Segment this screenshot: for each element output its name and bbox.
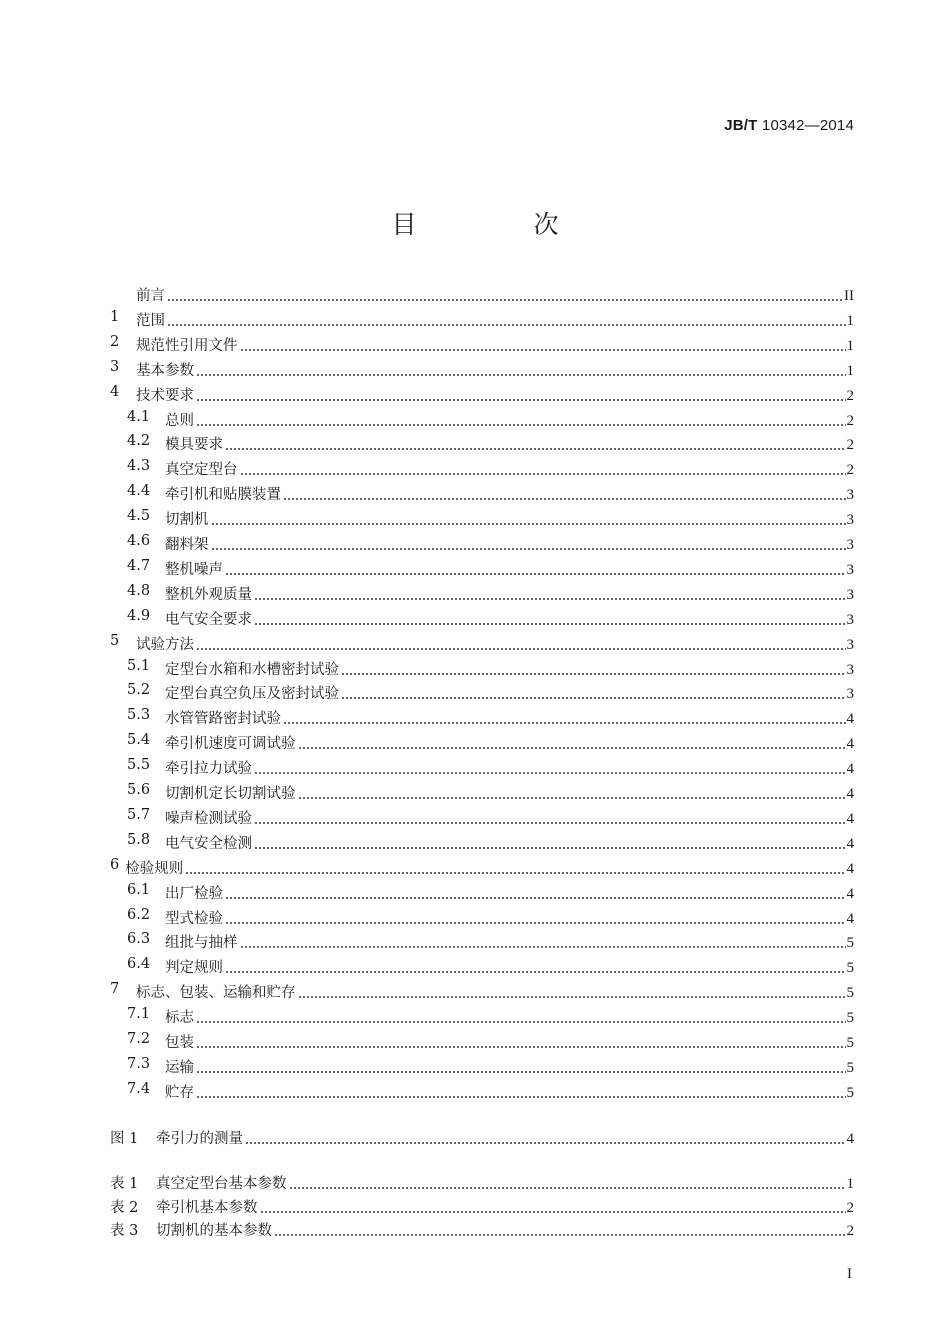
toc-entry[interactable] bbox=[127, 930, 854, 952]
table-entry-number: 表 2 bbox=[110, 1199, 139, 1216]
toc-entry-title: 试验方法 bbox=[136, 636, 194, 653]
toc-entry[interactable] bbox=[127, 657, 854, 679]
toc-entry-page: 3 bbox=[846, 512, 854, 529]
toc-entry-page: 5 bbox=[846, 1010, 854, 1027]
table-entry-label bbox=[110, 1172, 287, 1193]
table-entry-number: 表 3 bbox=[110, 1223, 139, 1239]
table-entry[interactable] bbox=[110, 1218, 854, 1240]
toc-entry-title: 牵引机速度可调试验 bbox=[165, 736, 296, 753]
toc-entry-page: 5 bbox=[846, 1059, 854, 1076]
toc-entry-number: 2 bbox=[110, 333, 120, 350]
toc-entry[interactable] bbox=[127, 607, 854, 629]
table-entry-title: 切割机的基本参数 bbox=[156, 1223, 272, 1239]
toc-entry-title: 贮存 bbox=[165, 1084, 194, 1101]
dot-leader bbox=[185, 872, 845, 874]
toc-entry-label bbox=[127, 508, 209, 529]
toc-entry-number: 4 bbox=[110, 383, 120, 400]
toc-entry[interactable] bbox=[127, 482, 854, 504]
toc-entry-number: 4.4 bbox=[127, 483, 151, 500]
toc-entry-page: 4 bbox=[846, 786, 854, 802]
table-entry-title: 真空定型台基本参数 bbox=[156, 1176, 287, 1192]
toc-entry[interactable] bbox=[127, 706, 854, 728]
toc-entry-label bbox=[127, 483, 281, 504]
dot-leader bbox=[225, 922, 846, 924]
toc-entry[interactable] bbox=[127, 955, 854, 977]
toc-entry-title: 切割机定长切割试验 bbox=[165, 786, 296, 802]
toc-entry-title: 总则 bbox=[165, 412, 194, 429]
toc-entry-label bbox=[127, 458, 238, 479]
dot-leader bbox=[254, 598, 846, 600]
toc-entry-number: 4.2 bbox=[127, 433, 151, 450]
toc-entry-number: 4.3 bbox=[127, 458, 151, 475]
dot-leader bbox=[254, 623, 846, 625]
toc-entry-number: 5.8 bbox=[127, 831, 151, 848]
table-entry-page: 2 bbox=[846, 1199, 854, 1216]
toc-entry-title: 定型台真空负压及密封试验 bbox=[165, 686, 339, 703]
dot-leader bbox=[260, 1211, 846, 1213]
toc-entry-page: 4 bbox=[846, 711, 854, 728]
toc-entry[interactable] bbox=[110, 283, 854, 305]
toc-entry-number: 4.1 bbox=[127, 408, 151, 425]
dot-leader bbox=[245, 1142, 846, 1144]
toc-entry-title: 出厂检验 bbox=[165, 885, 223, 902]
toc-entry-title: 整机外观质量 bbox=[165, 586, 252, 603]
dot-leader bbox=[274, 1234, 846, 1236]
toc-entry-label bbox=[127, 1081, 194, 1102]
toc-entry[interactable] bbox=[110, 358, 854, 380]
toc-entry-title: 规范性引用文件 bbox=[136, 337, 238, 354]
dot-leader bbox=[298, 747, 846, 749]
toc-entry-page: 3 bbox=[846, 487, 854, 504]
toc-entry[interactable] bbox=[127, 906, 854, 928]
toc-entry-number: 5.1 bbox=[127, 657, 151, 674]
table-entry-page: 1 bbox=[846, 1176, 854, 1192]
toc-entry-label bbox=[127, 1006, 194, 1027]
page-title: 目 次 bbox=[391, 210, 605, 239]
table-entry-page: 2 bbox=[846, 1223, 854, 1239]
toc-entry-title: 组批与抽样 bbox=[165, 935, 238, 952]
toc-entry-title: 包装 bbox=[165, 1035, 194, 1051]
toc-entry-label bbox=[110, 981, 296, 1002]
toc-entry[interactable] bbox=[127, 806, 854, 828]
table-entry-number: 表 1 bbox=[110, 1176, 139, 1192]
toc-entry-title: 判定规则 bbox=[165, 960, 223, 977]
toc-entry-number: 5.4 bbox=[127, 732, 151, 749]
toc-entry-page: 1 bbox=[846, 337, 854, 354]
toc-entry-title: 模具要求 bbox=[165, 437, 223, 454]
toc-entry[interactable] bbox=[127, 582, 854, 604]
toc-entry-title: 检验规则 bbox=[125, 860, 184, 877]
dot-leader bbox=[240, 349, 846, 351]
toc-entry-number: 5.2 bbox=[127, 682, 151, 699]
dot-leader bbox=[167, 299, 843, 301]
toc-entry-page: 5 bbox=[846, 1035, 854, 1051]
toc-entry-page: 4 bbox=[846, 736, 854, 753]
dot-leader bbox=[283, 498, 846, 500]
toc-entry-page: 3 bbox=[846, 636, 854, 653]
toc-entry-label bbox=[110, 633, 194, 654]
toc-entry-title: 前言 bbox=[136, 288, 165, 304]
toc-entry-page: 3 bbox=[846, 686, 854, 703]
dot-leader bbox=[240, 946, 846, 948]
toc-entry-title: 电气安全检测 bbox=[165, 835, 252, 852]
toc-entry[interactable] bbox=[127, 432, 854, 454]
toc-entry-page: 2 bbox=[846, 387, 854, 404]
toc-entry-number: 1 bbox=[110, 308, 120, 325]
toc-entry[interactable] bbox=[127, 1030, 854, 1052]
toc-entry[interactable] bbox=[110, 383, 854, 405]
toc-entry-label bbox=[127, 707, 281, 728]
toc-entry-label bbox=[127, 682, 339, 703]
toc-entry-number: 4.8 bbox=[127, 582, 151, 599]
dot-leader bbox=[211, 523, 846, 525]
toc-entry[interactable] bbox=[110, 333, 854, 355]
toc-entry-page: 1 bbox=[846, 362, 854, 379]
toc-entry-label bbox=[127, 558, 223, 579]
dot-leader bbox=[196, 648, 846, 650]
figure-entry-number: 图 1 bbox=[110, 1131, 139, 1147]
dot-leader bbox=[225, 448, 846, 450]
dot-leader bbox=[341, 673, 846, 675]
standard-number: 10342—2014 bbox=[761, 117, 854, 134]
toc-entry-label bbox=[110, 284, 165, 305]
toc-entry-title: 技术要求 bbox=[136, 387, 194, 404]
toc-entry[interactable] bbox=[127, 1055, 854, 1077]
toc-entry-label bbox=[127, 583, 252, 604]
toc-entry-number: 5.5 bbox=[127, 757, 151, 774]
toc-entry[interactable] bbox=[127, 532, 854, 554]
toc-entry[interactable] bbox=[127, 731, 854, 753]
toc-entry-label bbox=[127, 608, 252, 629]
toc-entry-number: 7.2 bbox=[127, 1031, 151, 1047]
toc-entry-label bbox=[127, 807, 252, 828]
toc-entry-page: 4 bbox=[846, 910, 854, 927]
dot-leader bbox=[254, 772, 846, 774]
toc-entry-title: 电气安全要求 bbox=[165, 611, 252, 628]
toc-entry-label bbox=[127, 832, 252, 853]
toc-entry-number: 4.5 bbox=[127, 508, 151, 525]
toc-entry[interactable] bbox=[127, 756, 854, 778]
dot-leader bbox=[289, 1187, 846, 1189]
toc-entry-title: 标志 bbox=[165, 1010, 194, 1027]
toc-entry-page: 1 bbox=[846, 312, 854, 329]
figure-entry-label bbox=[110, 1127, 243, 1148]
toc-entry-number: 3 bbox=[110, 358, 120, 375]
figure-entry-title: 牵引力的测量 bbox=[156, 1131, 243, 1147]
toc-entry-title: 范围 bbox=[136, 312, 165, 329]
toc-entry-title: 噪声检测试验 bbox=[165, 810, 252, 827]
toc-entry-number: 6.3 bbox=[127, 931, 151, 948]
dot-leader bbox=[196, 374, 846, 376]
toc-entry-label bbox=[127, 433, 223, 454]
toc-entry-page: 5 bbox=[846, 960, 854, 977]
toc-entry-title: 切割机 bbox=[165, 512, 209, 529]
toc-entry-number: 5 bbox=[110, 632, 120, 649]
toc-entry-page: 3 bbox=[846, 561, 854, 578]
toc-entry-number: 6.4 bbox=[127, 956, 151, 973]
toc-entry-label bbox=[127, 1056, 194, 1077]
toc-entry-label bbox=[127, 882, 223, 903]
toc-entry-label bbox=[127, 907, 223, 928]
toc-entry-label bbox=[110, 359, 194, 380]
toc-entry-number: 5.7 bbox=[127, 806, 151, 823]
toc-entry-label bbox=[127, 931, 238, 952]
toc-entry-number: 7.1 bbox=[127, 1006, 151, 1023]
toc-entry-title: 型式检验 bbox=[165, 910, 223, 927]
toc-entry-label bbox=[127, 757, 252, 778]
toc-entry[interactable] bbox=[127, 881, 854, 903]
toc-entry-page: 3 bbox=[846, 661, 854, 678]
toc-entry[interactable] bbox=[127, 457, 854, 479]
toc-entry[interactable] bbox=[127, 681, 854, 703]
toc-entry-number: 5.6 bbox=[127, 782, 151, 798]
toc-entry-label bbox=[127, 732, 296, 753]
toc-entry-title: 标志、包装、运输和贮存 bbox=[136, 985, 296, 1002]
toc-entry-page: 5 bbox=[846, 985, 854, 1002]
toc-entry-number: 7 bbox=[110, 981, 120, 998]
toc-entry-page: 5 bbox=[846, 1084, 854, 1101]
toc-entry-page: 2 bbox=[846, 437, 854, 454]
toc-entry-title: 真空定型台 bbox=[165, 462, 238, 479]
toc-entry-page: 2 bbox=[846, 412, 854, 429]
toc-entry-label bbox=[127, 658, 339, 679]
dot-leader bbox=[225, 573, 846, 575]
table-entry-title: 牵引机基本参数 bbox=[156, 1199, 258, 1216]
dot-leader bbox=[196, 1071, 846, 1073]
toc-entry-label bbox=[110, 309, 165, 330]
standard-code bbox=[724, 117, 854, 134]
table-entry-label bbox=[110, 1196, 258, 1217]
toc-entry-number: 7.3 bbox=[127, 1055, 151, 1072]
toc-entry-number: 6.2 bbox=[127, 906, 151, 923]
toc-entry-title: 整机噪声 bbox=[165, 561, 223, 578]
toc-entry[interactable] bbox=[127, 408, 854, 430]
toc-entry-number bbox=[110, 284, 136, 305]
toc-entry-title: 定型台水箱和水槽密封试验 bbox=[165, 661, 339, 678]
toc-entry-page: 4 bbox=[846, 810, 854, 827]
table-entry[interactable] bbox=[110, 1195, 854, 1217]
toc-entry-label bbox=[127, 1031, 194, 1052]
toc-entry-label bbox=[110, 857, 183, 878]
toc-entry-label bbox=[110, 334, 238, 355]
toc-entry-label bbox=[127, 956, 223, 977]
toc-entry[interactable] bbox=[110, 980, 854, 1002]
toc-entry-page: 5 bbox=[846, 935, 854, 952]
dot-leader bbox=[254, 847, 846, 849]
dot-leader bbox=[225, 897, 846, 899]
dot-leader bbox=[283, 722, 846, 724]
dot-leader bbox=[298, 996, 846, 998]
toc-entry-title: 运输 bbox=[165, 1059, 194, 1076]
toc-entry[interactable] bbox=[127, 781, 854, 803]
toc-entry-number: 4.6 bbox=[127, 533, 151, 549]
dot-leader bbox=[341, 697, 846, 699]
toc-entry-page: 4 bbox=[846, 835, 854, 852]
dot-leader bbox=[254, 822, 846, 824]
toc-entry-title: 水管管路密封试验 bbox=[165, 711, 281, 728]
toc-entry-page: 4 bbox=[846, 885, 854, 902]
footer-page-number: I bbox=[847, 1266, 852, 1282]
toc-entry[interactable] bbox=[127, 1080, 854, 1102]
toc-entry-title: 牵引机和贴膜装置 bbox=[165, 487, 281, 504]
table-entry[interactable] bbox=[110, 1171, 854, 1193]
standard-prefix: JB/T bbox=[724, 117, 758, 134]
dot-leader bbox=[225, 971, 846, 973]
toc-entry-page: 2 bbox=[846, 462, 854, 479]
dot-leader bbox=[196, 1096, 846, 1098]
toc-entry-page: 4 bbox=[846, 860, 854, 877]
dot-leader bbox=[196, 1021, 846, 1023]
toc-entry-label bbox=[127, 533, 209, 554]
dot-leader bbox=[167, 324, 846, 326]
dot-leader bbox=[240, 473, 846, 475]
toc-entry-number: 4.7 bbox=[127, 557, 151, 574]
dot-leader bbox=[211, 548, 846, 550]
dot-leader bbox=[196, 424, 846, 426]
toc-entry-title: 牵引拉力试验 bbox=[165, 761, 252, 778]
figure-entry[interactable] bbox=[110, 1126, 854, 1148]
toc-entry-page: 3 bbox=[846, 611, 854, 628]
toc-entry[interactable] bbox=[127, 557, 854, 579]
toc-entry[interactable] bbox=[110, 308, 854, 330]
table-entry-label bbox=[110, 1219, 272, 1240]
toc-entry-number: 5.3 bbox=[127, 707, 151, 724]
figure-entry-page: 4 bbox=[846, 1131, 854, 1147]
toc-entry-number: 6.1 bbox=[127, 881, 151, 898]
toc-entry[interactable] bbox=[127, 1005, 854, 1027]
toc-entry-number: 4.9 bbox=[127, 607, 151, 624]
toc-entry-page: 3 bbox=[846, 537, 854, 553]
toc-entry-number: 6 bbox=[110, 856, 120, 873]
toc-entry-label bbox=[127, 782, 296, 803]
dot-leader bbox=[196, 399, 846, 401]
toc-entry-title: 基本参数 bbox=[136, 362, 194, 379]
toc-entry-number: 7.4 bbox=[127, 1080, 151, 1097]
toc-entry-page: II bbox=[844, 288, 854, 304]
toc-entry[interactable] bbox=[127, 831, 854, 853]
dot-leader bbox=[298, 797, 846, 799]
toc-entry-page: 4 bbox=[846, 761, 854, 778]
toc-entry-page: 3 bbox=[846, 586, 854, 603]
dot-leader bbox=[196, 1046, 846, 1048]
toc-entry-title: 翻料架 bbox=[165, 537, 209, 553]
toc-entry[interactable] bbox=[110, 856, 854, 878]
toc-entry[interactable] bbox=[127, 507, 854, 529]
toc-entry[interactable] bbox=[110, 632, 854, 654]
toc-entry-label bbox=[110, 384, 194, 405]
toc-entry-label bbox=[127, 409, 194, 430]
